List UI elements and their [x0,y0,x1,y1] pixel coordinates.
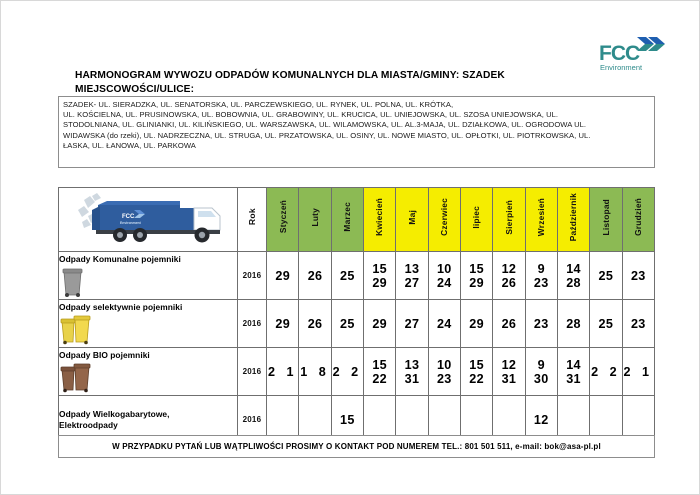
column-header-month-2 [299,188,331,252]
date-cell: 23 [622,252,654,300]
svg-text:Environment: Environment [119,221,141,225]
street-line: STODOLNIANA, UL. GLINIANKI, UL. KILIŃSKIEGO, UL. WARSZAWSKA, UL. WILAMOWSKA, UL. AL.3-MAJA, UL. DZIAŁKOWA, UL. OGRODOWA UL. [63,120,587,130]
title-line-1: HARMONOGRAM WYWOZU ODPADÓW KOMUNALNYCH DLA MIASTA/GMINY: SZADEK [75,70,505,81]
month-label: Grudzień [633,198,644,236]
yellow-bins-icon [59,315,237,345]
date-cell: 15 29 [460,252,492,300]
street-line: SZADEK- UL. SIERADZKA, UL. SENATORSKA, UL. PARCZEWSKIEGO, UL. RYNEK, UL. POLNA, UL. KRÓTKA, [63,100,454,109]
fcc-environment-logo [597,33,673,73]
date-cell: 2 1 [622,348,654,396]
month-label: Luty [309,207,320,227]
grey-bin-icon [59,267,237,297]
date-cell: 9 30 [525,348,557,396]
date-cell: 10 23 [428,348,460,396]
month-label: Listopad [600,198,611,236]
column-header-month-10 [557,188,589,252]
date-cell: 23 [525,300,557,348]
date-cell: 2 2 [590,348,622,396]
table-row [59,300,655,348]
date-cell: 29 [267,252,299,300]
date-cell: 10 24 [428,252,460,300]
svg-text:FCC: FCC [121,214,135,220]
svg-text:Environment: Environment [600,63,643,72]
date-cell: 15 [331,396,363,444]
date-cell: 26 [299,252,331,300]
column-header-month-12 [622,188,654,252]
date-cell: 2 1 [267,348,299,396]
row-year: 2016 [237,252,266,300]
column-header-month-11 [590,188,622,252]
contact-footer-box [58,435,655,458]
street-line: WIDAWSKA (do rzeki), UL. NADRZECZNA, UL. STRUGA, UL. PRZATOWSKA, UL. OSINY, UL. NOWE MIASTO, UL. OPŁOTKI, UL. PIOTRKOWSKA, UL. [63,130,591,140]
column-header-month-1 [267,188,299,252]
date-cell: 29 [460,300,492,348]
row-label-text-line1: Odpady Wielkogabarytowe, [59,409,170,419]
table-header-row [59,188,655,252]
date-cell: 27 [396,300,428,348]
schedule-table [58,187,655,444]
date-cell: 15 22 [460,348,492,396]
row-label-text: Odpady BIO pojemniki [59,350,150,361]
column-header-year-label: Rok [246,208,257,226]
date-cell: 14 31 [557,348,589,396]
row-year: 2016 [237,348,266,396]
month-label: Kwiecień [374,198,385,236]
chevron-arrows-icon [637,37,665,51]
month-label: Wrzesień [536,197,547,237]
date-cell: 2 2 [331,348,363,396]
contact-footer-text: W PRZYPADKU PYTAŃ LUB WĄTPLIWOŚCI PROSIMY O KONTAKT POD NUMEREM TEL.: 801 501 511, e-mail: bok@asa-pl.pl [112,442,601,451]
column-header-year [237,188,266,252]
page-title [75,69,595,96]
date-cell: 25 [590,252,622,300]
row-label-text-line2: Elektroodpady [59,419,118,430]
month-label: Marzec [342,202,353,232]
date-cell: 15 22 [364,348,396,396]
date-cell: 29 [267,300,299,348]
street-line: UL. KOŚCIELNA, UL. PRUSINOWSKA, UL. BOBOWNIA, UL. GRABOWINY, UL. KRUCICA, UL. UNIEJOWSKA, UL. SZOSA UNIEJOWSKA, UL. [63,110,559,120]
table-row [59,348,655,396]
date-cell: 26 [299,300,331,348]
date-cell: 28 [557,300,589,348]
date-cell: 9 23 [525,252,557,300]
month-label: lipiec [471,205,482,229]
column-header-month-6 [428,188,460,252]
month-label: Styczeń [277,200,288,234]
date-cell: 26 [493,300,525,348]
date-cell: 29 [364,300,396,348]
month-label: Czerwiec [439,198,450,236]
street-line: ŁASKA, UL. ŁANOWA, UL. PARKOWA [63,140,196,150]
row-label-text: Odpady selektywnie pojemniki [59,302,183,313]
title-line-2: MIEJSCOWOŚCI/ULICE: [75,83,195,95]
date-cell: 25 [331,252,363,300]
row-year: 2016 [237,396,266,444]
row-year: 2016 [237,300,266,348]
month-label: Maj [406,209,417,225]
column-header-month-4 [364,188,396,252]
date-cell: 12 26 [493,252,525,300]
date-cell: 25 [331,300,363,348]
row-label-text: Odpady Komunalne pojemniki [59,254,181,265]
column-header-month-8 [493,188,525,252]
month-label: Sierpień [503,199,514,235]
date-cell: 13 31 [396,348,428,396]
column-header-month-7 [460,188,492,252]
date-cell: 15 29 [364,252,396,300]
row-label-bio [59,348,238,396]
row-label-komunalne [59,252,238,300]
svg-text:FCC: FCC [599,42,640,65]
brown-bins-icon [59,363,237,393]
date-cell: 14 28 [557,252,589,300]
date-cell: 25 [590,300,622,348]
garbage-truck-icon [59,188,238,252]
streets-list-box [58,96,655,168]
row-label-selektywnie [59,300,238,348]
date-cell: 12 31 [493,348,525,396]
month-label: Październik [568,192,579,242]
column-header-month-3 [331,188,363,252]
date-cell: 1 8 [299,348,331,396]
date-cell: 23 [622,300,654,348]
column-header-month-5 [396,188,428,252]
date-cell: 24 [428,300,460,348]
column-header-month-9 [525,188,557,252]
table-row [59,252,655,300]
date-cell: 13 27 [396,252,428,300]
date-cell: 12 [525,396,557,444]
